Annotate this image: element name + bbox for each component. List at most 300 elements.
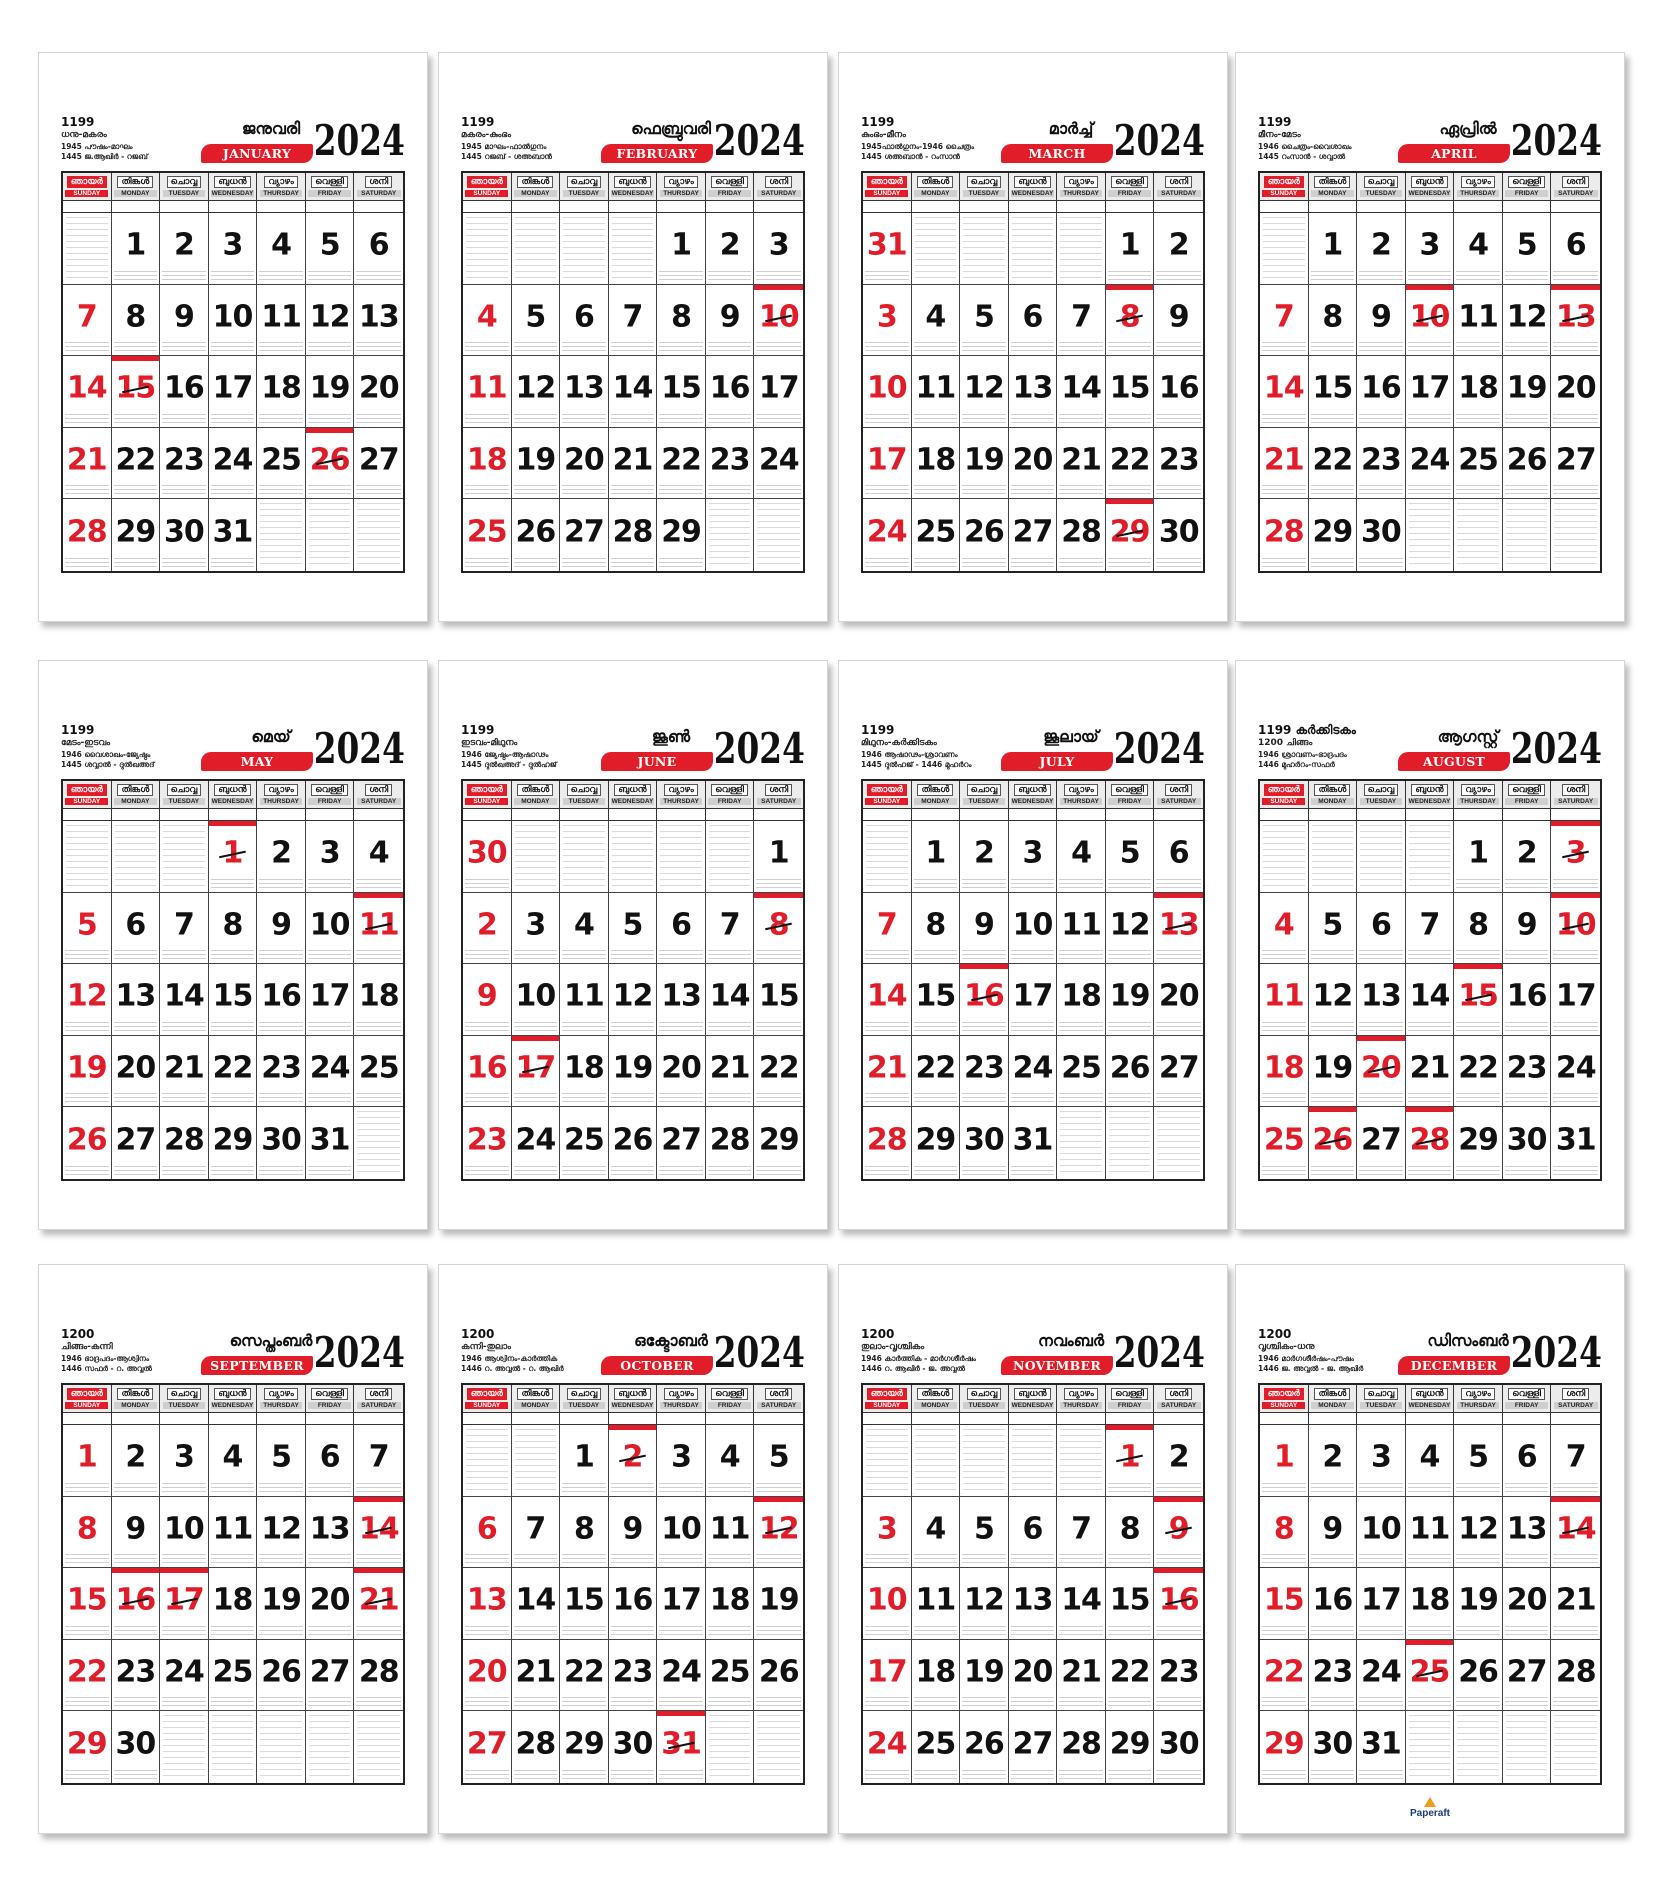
weekday-english: SATURDAY (1554, 1402, 1598, 1409)
day-cell (512, 964, 561, 1036)
weekday-english: FRIDAY (308, 190, 351, 197)
day-cell (1357, 1497, 1406, 1569)
info-table (1457, 1715, 1499, 1779)
day-notes (708, 271, 752, 282)
day-cell (1406, 213, 1455, 285)
month-name-malayalam: ജൂലായ് (1043, 727, 1099, 746)
day-notes (1553, 1022, 1598, 1033)
day-cell (863, 1107, 912, 1179)
day-cell (1009, 356, 1058, 428)
weekday-english: SUNDAY (865, 190, 908, 197)
rahu-time-strip (160, 809, 209, 821)
day-cell (1551, 1107, 1600, 1179)
day-notes (659, 1483, 703, 1494)
day-number: 29 (661, 514, 701, 550)
day-number: 12 (515, 370, 556, 406)
rahu-time-strip (1057, 809, 1106, 821)
year-label: 2024 (1113, 1328, 1205, 1377)
day-number: 11 (466, 370, 507, 406)
day-notes (756, 1022, 801, 1033)
day-notes (65, 1483, 109, 1494)
day-number: 5 (1322, 907, 1343, 943)
day-notes (259, 414, 303, 425)
month-sheet-august (1235, 660, 1625, 1230)
day-number: 3 (319, 835, 340, 871)
day-notes (1359, 1626, 1403, 1637)
weekday-malayalam: വെള്ളി (711, 784, 748, 796)
day-number: 27 (1012, 514, 1053, 550)
rahu-time-strip (560, 1413, 609, 1425)
day-cell (1551, 1497, 1600, 1569)
holiday-bar (1154, 1497, 1203, 1502)
day-cell (657, 1107, 706, 1179)
era-line: കുംഭം-മീനം (861, 130, 906, 140)
day-cell (1357, 499, 1406, 571)
rahu-time-strip (257, 201, 306, 213)
day-number: 1 (573, 1439, 594, 1475)
day-cell (560, 1425, 609, 1497)
rahu-time-strip (209, 1413, 258, 1425)
day-number: 13 (661, 978, 701, 1014)
weekday-english: SUNDAY (1262, 190, 1305, 197)
weekday-malayalam: തിങ്കൾ (917, 784, 953, 796)
day-cell (1406, 1107, 1455, 1179)
day-notes (162, 271, 206, 282)
day-number: 25 (1263, 1122, 1304, 1158)
day-number: 14 (709, 978, 750, 1014)
day-cell (706, 964, 755, 1036)
info-table (1360, 825, 1402, 888)
day-cell (609, 285, 658, 357)
day-cell (912, 1568, 961, 1640)
day-cell (1106, 428, 1155, 500)
day-cell (960, 285, 1009, 357)
day-cell (463, 1568, 512, 1640)
day-number: 4 (925, 1511, 946, 1547)
day-notes (514, 1022, 558, 1033)
month-name-malayalam: നവംബർ (1037, 1331, 1105, 1350)
day-cell (1454, 964, 1503, 1036)
era-line: 1445 റജബ് - ശഅബാൻ (461, 152, 552, 161)
day-cell (209, 1640, 258, 1712)
day-number: 13 (466, 1582, 507, 1618)
holiday-bar (160, 1568, 208, 1573)
weekday-malayalam: ചൊവ്വ (1364, 784, 1399, 796)
weekday-malayalam: വെള്ളി (1508, 176, 1545, 188)
day-number: 28 (1263, 514, 1304, 550)
day-cell (1309, 356, 1358, 428)
day-number: 1 (768, 835, 789, 871)
weekday-english: MONDAY (1311, 1402, 1354, 1409)
day-cell (560, 356, 609, 428)
weekday-header-thursday (257, 173, 306, 201)
weekday-malayalam: വെള്ളി (1111, 176, 1148, 188)
rahu-time-strip (609, 1413, 658, 1425)
weekday-malayalam: വ്യാഴം (1461, 1388, 1494, 1400)
day-notes (162, 1483, 206, 1494)
day-cell (463, 1425, 512, 1497)
day-number: 26 (1458, 1654, 1498, 1690)
day-number: 9 (1370, 299, 1391, 335)
info-table (357, 503, 400, 567)
day-number: 17 (160, 1585, 208, 1617)
rahu-time-strip (1309, 809, 1358, 821)
day-cell (1106, 821, 1155, 893)
day-cell (1057, 285, 1106, 357)
brand-logo (1236, 1797, 1624, 1819)
day-number: 15 (1454, 981, 1502, 1013)
day-notes (659, 485, 703, 496)
day-cell (63, 213, 112, 285)
day-number: 28 (1061, 1726, 1101, 1762)
day-cell (754, 1497, 803, 1569)
day-cell (306, 499, 355, 571)
day-cell (863, 893, 912, 965)
holiday-bar (354, 1497, 403, 1502)
day-cell (1154, 285, 1203, 357)
day-number: 14 (1263, 370, 1304, 406)
day-number: 23 (964, 1050, 1004, 1086)
day-cell (863, 964, 912, 1036)
info-table (1012, 1429, 1054, 1492)
day-notes (259, 1022, 303, 1033)
info-table (115, 825, 157, 888)
day-cell (1154, 213, 1203, 285)
weekday-header-monday (912, 781, 961, 809)
day-notes (465, 1166, 509, 1177)
day-notes (211, 950, 255, 961)
weekday-malayalam: ശനി (1165, 176, 1192, 188)
rahu-time-strip (657, 809, 706, 821)
day-cell (1260, 1568, 1309, 1640)
weekday-header-sunday (1260, 781, 1309, 809)
day-cell (1503, 893, 1552, 965)
day-notes (259, 879, 303, 890)
day-notes (1456, 950, 1500, 961)
day-cell (1551, 893, 1600, 965)
day-cell (1057, 1711, 1106, 1783)
weekday-header-monday (912, 173, 961, 201)
month-sheet-november (838, 1264, 1228, 1834)
day-cell (960, 499, 1009, 571)
day-notes (259, 1554, 303, 1565)
day-cell (463, 1711, 512, 1783)
day-notes (308, 1697, 352, 1708)
day-number: 1 (1468, 835, 1488, 871)
brand-name: Paperaft (1409, 1808, 1450, 1819)
day-notes (865, 1697, 909, 1708)
info-table (163, 825, 205, 888)
day-number: 21 (866, 1050, 907, 1086)
day-cell (706, 1568, 755, 1640)
day-number: 22 (115, 442, 156, 478)
day-cell (1260, 1425, 1309, 1497)
day-notes (1553, 950, 1598, 961)
day-number: 16 (1158, 370, 1199, 406)
weekday-malayalam: ഞായർ (867, 784, 907, 796)
day-cell (1503, 821, 1552, 893)
day-notes (708, 342, 752, 353)
weekday-english: SATURDAY (357, 190, 401, 197)
era-line: 1445 ജ.ആഖിർ - റജബ് (61, 152, 148, 161)
era-line: 1946 മാർഗശീർഷം-പൗഷം (1258, 1354, 1354, 1363)
day-cell (160, 1568, 209, 1640)
day-cell (1057, 964, 1106, 1036)
day-number: 31 (1012, 1122, 1053, 1158)
day-cell (1406, 1711, 1455, 1783)
weekday-header-monday (512, 173, 561, 201)
day-number: 19 (964, 442, 1004, 478)
day-notes (162, 1554, 206, 1565)
day-number: 26 (306, 445, 354, 477)
weekday-english: TUESDAY (563, 190, 606, 197)
weekday-header-saturday (354, 173, 403, 201)
rahu-time-strip (1357, 1413, 1406, 1425)
day-cell (306, 1425, 355, 1497)
day-notes (1456, 485, 1500, 496)
day-number: 28 (66, 514, 107, 550)
day-cell (512, 1425, 561, 1497)
day-notes (259, 1626, 303, 1637)
day-cell (706, 1036, 755, 1108)
weekday-english: SUNDAY (865, 798, 908, 805)
day-number: 11 (1263, 978, 1304, 1014)
day-notes (708, 950, 752, 961)
day-notes (1311, 950, 1355, 961)
day-cell (257, 1568, 306, 1640)
weekday-english: TUESDAY (1360, 1402, 1403, 1409)
year-label: 2024 (713, 116, 805, 165)
weekday-header-saturday (1551, 781, 1600, 809)
weekday-malayalam: ചൊവ്വ (167, 784, 202, 796)
info-table (963, 1429, 1005, 1492)
day-notes (659, 1626, 703, 1637)
day-cell (1454, 1497, 1503, 1569)
info-table (563, 217, 605, 280)
weekday-malayalam: തിങ്കൾ (117, 1388, 153, 1400)
day-number: 18 (1458, 370, 1498, 406)
day-notes (114, 485, 158, 496)
day-notes (65, 485, 109, 496)
day-cell (754, 821, 803, 893)
day-number: 1 (671, 227, 691, 263)
day-notes (865, 1166, 909, 1177)
weekday-malayalam: ഞായർ (467, 784, 507, 796)
rahu-time-strip (657, 1413, 706, 1425)
weekday-english: FRIDAY (1505, 798, 1548, 805)
weekday-malayalam: ഞായർ (67, 176, 107, 188)
day-cell (912, 893, 961, 965)
day-number: 5 (622, 907, 643, 943)
weekday-english: THURSDAY (1457, 190, 1500, 197)
day-cell (1260, 1107, 1309, 1179)
weekday-english: THURSDAY (660, 798, 703, 805)
day-number: 6 (476, 1511, 497, 1547)
day-notes (308, 485, 352, 496)
day-notes (308, 271, 352, 282)
day-notes (756, 1483, 801, 1494)
day-cell (354, 356, 403, 428)
day-cell (306, 285, 355, 357)
weekday-english: MONDAY (114, 798, 157, 805)
day-number: 30 (1312, 1726, 1353, 1762)
day-number: 24 (309, 1050, 350, 1086)
day-notes (114, 271, 158, 282)
day-notes (114, 1022, 158, 1033)
rahu-time-strip (1503, 809, 1552, 821)
day-cell (354, 428, 403, 500)
day-cell (63, 821, 112, 893)
day-cell (657, 1711, 706, 1783)
day-notes (1311, 1093, 1355, 1104)
day-number: 12 (1458, 1511, 1498, 1547)
day-cell (1357, 1107, 1406, 1179)
day-number: 14 (1061, 1582, 1101, 1618)
holiday-bar (609, 1425, 657, 1430)
era-line: വൃശ്ചികം-ധനു (1258, 1342, 1315, 1352)
day-cell (960, 213, 1009, 285)
day-notes (1262, 414, 1306, 425)
day-cell (863, 356, 912, 428)
day-cell (463, 285, 512, 357)
weekday-english: MONDAY (1311, 798, 1354, 805)
day-cell (1503, 499, 1552, 571)
month-grid (861, 171, 1205, 573)
day-number: 5 (525, 299, 546, 335)
day-number: 14 (66, 370, 107, 406)
day-notes (611, 342, 655, 353)
weekday-english: MONDAY (914, 1402, 957, 1409)
day-number: 22 (1263, 1654, 1304, 1690)
kollam-year: 1199 (861, 723, 895, 737)
day-notes (514, 342, 558, 353)
day-cell (257, 964, 306, 1036)
day-cell (1503, 1711, 1552, 1783)
info-table (1312, 825, 1354, 888)
day-cell (1106, 893, 1155, 965)
weekday-malayalam: ചൊവ്വ (567, 1388, 602, 1400)
day-notes (756, 1697, 801, 1708)
day-number: 8 (1468, 907, 1488, 943)
month-grid (861, 779, 1205, 1181)
day-cell (1551, 499, 1600, 571)
day-number: 16 (612, 1582, 653, 1618)
day-number: 16 (709, 370, 750, 406)
month-name-english: SEPTEMBER (201, 1356, 313, 1375)
day-cell (463, 213, 512, 285)
rahu-time-strip (112, 201, 161, 213)
day-cell (160, 213, 209, 285)
day-number: 11 (1061, 907, 1101, 943)
weekday-header-monday (1309, 1385, 1358, 1413)
day-cell (463, 893, 512, 965)
day-notes (1108, 271, 1152, 282)
weekday-malayalam: ശനി (765, 784, 792, 796)
day-cell (209, 1107, 258, 1179)
day-number: 1 (925, 835, 946, 871)
day-cell (1154, 1711, 1203, 1783)
day-number: 18 (709, 1582, 750, 1618)
day-notes (114, 1093, 158, 1104)
day-cell (863, 1568, 912, 1640)
day-notes (1108, 342, 1152, 353)
rahu-time-strip (512, 809, 561, 821)
era-line: മകരം-കുംഭം (461, 130, 511, 140)
day-cell (1106, 964, 1155, 1036)
day-cell (1009, 1640, 1058, 1712)
day-cell (609, 499, 658, 571)
era-line: 1445 ശവ്വാൽ - ദുൽഖഅദ് (61, 760, 155, 769)
weekday-header-wednesday (209, 173, 258, 201)
day-number: 13 (309, 1511, 350, 1547)
day-number: 16 (1312, 1582, 1353, 1618)
day-cell (463, 356, 512, 428)
era-line: 1946 ചൈത്രം-വൈശാഖം (1258, 142, 1352, 151)
day-cell (257, 893, 306, 965)
day-number: 28 (358, 1654, 399, 1690)
day-cell (1260, 964, 1309, 1036)
weekday-malayalam: തിങ്കൾ (1314, 176, 1350, 188)
year-label: 2024 (1510, 724, 1602, 773)
day-cell (112, 1036, 161, 1108)
day-notes (1262, 1554, 1306, 1565)
weekday-malayalam: ചൊവ്വ (167, 1388, 202, 1400)
day-notes (1359, 1770, 1403, 1781)
day-notes (65, 1626, 109, 1637)
day-number: 30 (964, 1122, 1004, 1158)
era-line: മീനം-മേടം (1258, 130, 1301, 140)
rahu-time-strip (1406, 809, 1455, 821)
day-number: 20 (309, 1582, 350, 1618)
day-number: 7 (1565, 1439, 1586, 1475)
day-cell (1106, 1425, 1155, 1497)
day-cell (1106, 499, 1155, 571)
year-label: 2024 (1113, 724, 1205, 773)
day-cell (657, 285, 706, 357)
weekday-malayalam: വെള്ളി (1508, 784, 1545, 796)
day-notes (914, 950, 958, 961)
day-number: 1 (209, 838, 257, 870)
year-label: 2024 (713, 724, 805, 773)
day-cell (960, 428, 1009, 500)
month-grid (61, 779, 405, 1181)
month-sheet-january (38, 52, 428, 622)
day-cell (1503, 1568, 1552, 1640)
weekday-malayalam: ശനി (365, 784, 392, 796)
day-cell (754, 893, 803, 965)
day-cell (512, 1711, 561, 1783)
day-notes (1408, 1554, 1452, 1565)
day-cell (912, 1036, 961, 1108)
day-cell (1106, 1711, 1155, 1783)
sail-icon (1424, 1797, 1436, 1807)
rahu-time-strip (1551, 809, 1600, 821)
day-number: 25 (1458, 442, 1498, 478)
day-notes (514, 414, 558, 425)
day-cell (257, 499, 306, 571)
day-number: 2 (173, 227, 194, 263)
day-cell (160, 1711, 209, 1783)
day-number: 9 (1154, 1513, 1203, 1545)
info-table (163, 1715, 205, 1779)
rahu-time-strip (1406, 1413, 1455, 1425)
day-notes (708, 1626, 752, 1637)
day-cell (863, 1425, 912, 1497)
weekday-english: FRIDAY (308, 1402, 351, 1409)
month-name-malayalam: മെയ് (251, 727, 291, 746)
day-cell (112, 1640, 161, 1712)
day-number: 23 (612, 1654, 653, 1690)
